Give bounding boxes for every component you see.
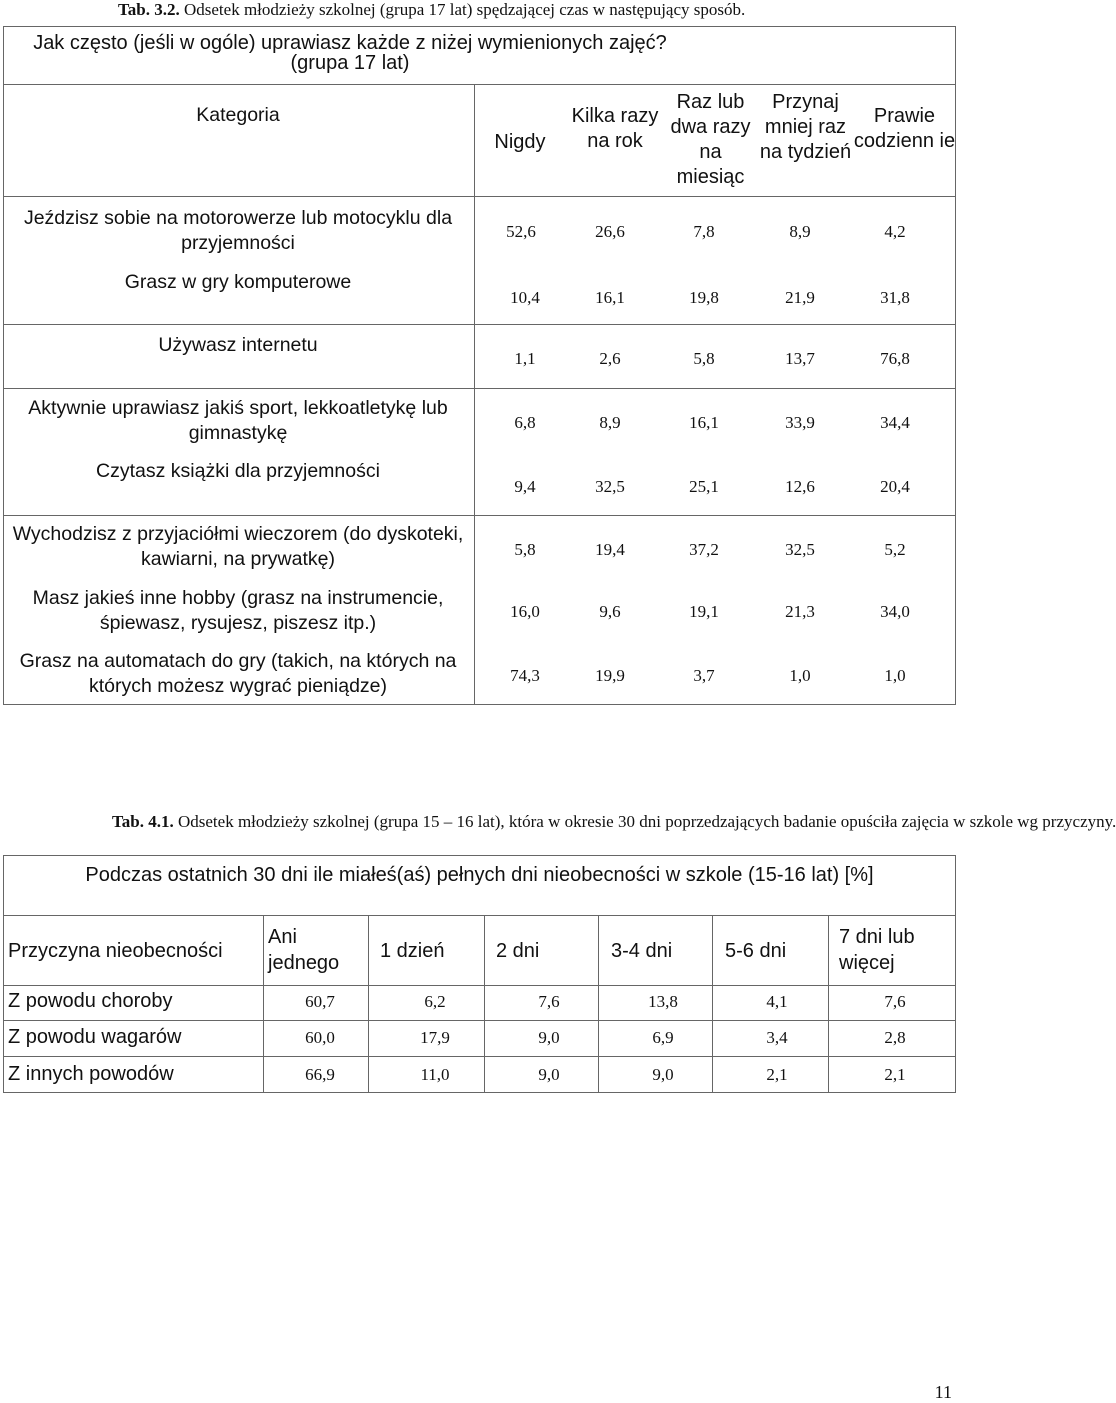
table1-category-header: Kategoria [196, 104, 280, 126]
table1-cell: 6,8 [514, 413, 536, 432]
table1-cell: 4,2 [884, 222, 906, 241]
table1-row-label: Grasz na automatach do gry (takich, na których na których możesz wygrać pieniądze) [19, 650, 457, 697]
table2-cell: 2,1 [884, 1065, 906, 1084]
table1-cell: 21,9 [785, 288, 815, 307]
table2-cell: 66,9 [305, 1065, 335, 1084]
table1-cell: 74,3 [510, 666, 540, 685]
table1-cell: 34,0 [880, 602, 910, 621]
table1-cell: 1,0 [789, 666, 811, 685]
table1-row-line [3, 515, 956, 516]
table1-cell: 16,1 [689, 413, 719, 432]
table1-cell: 25,1 [689, 477, 719, 496]
table2-cell: 6,2 [424, 992, 446, 1011]
table1-cell: 32,5 [595, 477, 625, 496]
table1-cell: 34,4 [880, 413, 910, 432]
table2-cell: 3,4 [766, 1028, 788, 1047]
table2-cell: 6,9 [652, 1028, 674, 1047]
table1-caption [118, 0, 745, 20]
table1-row-label: Aktywnie uprawiasz jakiś sport, lekkoatletykę lub gimnastykę [28, 397, 448, 444]
table1-cell: 16,0 [510, 602, 540, 621]
table1-cell: 31,8 [880, 288, 910, 307]
table1-question: Jak często (jeśli w ogóle) uprawiasz każde z niżej wymienionych zajęć? [33, 32, 667, 54]
table2-cell: 9,0 [538, 1065, 560, 1084]
table2-cell: 60,0 [305, 1028, 335, 1047]
table1-cell: 32,5 [785, 540, 815, 559]
table2-row-label: Z powodu wagarów [8, 1026, 182, 1048]
table1-cell: 10,4 [510, 288, 540, 307]
table1-cell: 52,6 [506, 222, 536, 241]
table2-cell: 17,9 [420, 1028, 450, 1047]
table1-cell: 5,2 [884, 540, 906, 559]
table1-row [480, 666, 950, 691]
table1-cell: 9,4 [514, 477, 536, 496]
table1-cell: 21,3 [785, 602, 815, 621]
table2-header-5-6days: 5-6 dni [725, 940, 787, 962]
table1-cell: 2,6 [599, 349, 621, 368]
table2-line [3, 985, 956, 986]
table2-header-none: Ani jednego [268, 926, 340, 974]
table1-cell: 19,9 [595, 666, 625, 685]
table2-cell: 9,0 [538, 1028, 560, 1047]
table1-group: (grupa 17 lat) [290, 52, 410, 74]
table1-row [480, 477, 950, 502]
table1-cell: 8,9 [789, 222, 811, 241]
page-number: 11 [934, 1382, 952, 1402]
table2-cell: 7,6 [884, 992, 906, 1011]
table1-row-label: Masz jakieś inne hobby (grasz na instrumencie, śpiewasz, rysujesz, piszesz itp.) [32, 587, 444, 634]
table1-cell: 9,6 [599, 602, 621, 621]
table1-cell: 13,7 [785, 349, 815, 368]
table2-cell: 13,8 [648, 992, 678, 1011]
table1-row [480, 288, 950, 313]
table1-cell: 7,8 [693, 222, 715, 241]
table1-row-label: Grasz w gry komputerowe [124, 271, 352, 293]
table1-row [480, 413, 950, 438]
table1-header-line [3, 84, 956, 85]
table2 [3, 855, 956, 1093]
table2-row-label: Z innych powodów [8, 1063, 174, 1085]
table1-cell: 16,1 [595, 288, 625, 307]
table2-row-label: Z powodu choroby [8, 990, 173, 1012]
table2-col-line [263, 915, 264, 1093]
table1-header-monthly: Raz lub dwa razy na miesiąc [670, 91, 751, 188]
table2-cell: 7,6 [538, 992, 560, 1011]
table1-cell: 5,8 [693, 349, 715, 368]
table2-cell: 2,8 [884, 1028, 906, 1047]
table2-cell: 2,1 [766, 1065, 788, 1084]
table1-header-daily: Prawie codzienn ie [853, 105, 956, 152]
table1-cell: 19,4 [595, 540, 625, 559]
table2-caption-number: Tab. 4.1. [112, 812, 174, 831]
table1-header-few-per-year: Kilka razy na rok [571, 105, 659, 152]
table1-cell: 37,2 [689, 540, 719, 559]
table2-caption-text: Odsetek młodzieży szkolnej (grupa 15 – 16 lat), która w okresie 30 dni poprzedzających badanie opuściła zajęcia w szkole wg przyczyny. [177, 812, 1116, 831]
table2-cell: 11,0 [420, 1065, 450, 1084]
table2-caption [112, 812, 1116, 832]
table1-cell: 8,9 [599, 413, 621, 432]
table1-row [480, 222, 950, 247]
table1-cell: 1,0 [884, 666, 906, 685]
table1-row [480, 540, 950, 565]
table1-row [480, 602, 950, 627]
table1-cell: 26,6 [595, 222, 625, 241]
table1-cell: 5,8 [514, 540, 536, 559]
table2-cell: 60,7 [305, 992, 335, 1011]
table1-cell: 33,9 [785, 413, 815, 432]
table2-header-2days: 2 dni [496, 940, 540, 962]
table1-header-weekly: Przynaj mniej raz na tydzień [759, 91, 852, 163]
table2-cell: 4,1 [766, 992, 788, 1011]
table1-cell: 20,4 [880, 477, 910, 496]
table1-cell: 76,8 [880, 349, 910, 368]
table2-title: Podczas ostatnich 30 dni ile miałeś(aś) pełnych dni nieobecności w szkole (15-16 lat) [%] [85, 864, 874, 886]
table2-line [3, 915, 956, 916]
table1-caption-text: Odsetek młodzieży szkolnej (grupa 17 lat) spędzającej czas w następujący sposób. [183, 0, 746, 19]
table2-header-1day: 1 dzień [380, 940, 445, 962]
table1-row-label: Jeździsz sobie na motorowerze lub motocyklu dla przyjemności [23, 207, 453, 254]
table1-cell: 1,1 [514, 349, 536, 368]
table1-row-line [3, 388, 956, 389]
table1-cell: 19,8 [689, 288, 719, 307]
table1-cell: 19,1 [689, 602, 719, 621]
table1-row-label: Czytasz książki dla przyjemności [96, 460, 380, 482]
table2-line [3, 1020, 956, 1021]
table2-col-line [828, 915, 829, 1093]
table1-cell: 3,7 [693, 666, 715, 685]
table1-row-line [3, 196, 956, 197]
table1-cell: 12,6 [785, 477, 815, 496]
table2-cell: 9,0 [652, 1065, 674, 1084]
table1-row [480, 349, 950, 374]
table2-header-3-4days: 3-4 dni [611, 940, 673, 962]
table1-divider [474, 84, 475, 705]
table1-header-never: Nigdy [494, 131, 546, 153]
table1-caption-number: Tab. 3.2. [118, 0, 180, 19]
table2-reason-header: Przyczyna nieobecności [8, 940, 223, 962]
table1-row-label: Używasz internetu [158, 334, 318, 356]
table2-line [3, 1056, 956, 1057]
table1-row-line [3, 324, 956, 325]
table1-row-label: Wychodzisz z przyjaciółmi wieczorem (do dyskoteki, kawiarni, na prywatkę) [12, 523, 464, 570]
table2-header-7plus: 7 dni lub więcej [839, 926, 915, 974]
